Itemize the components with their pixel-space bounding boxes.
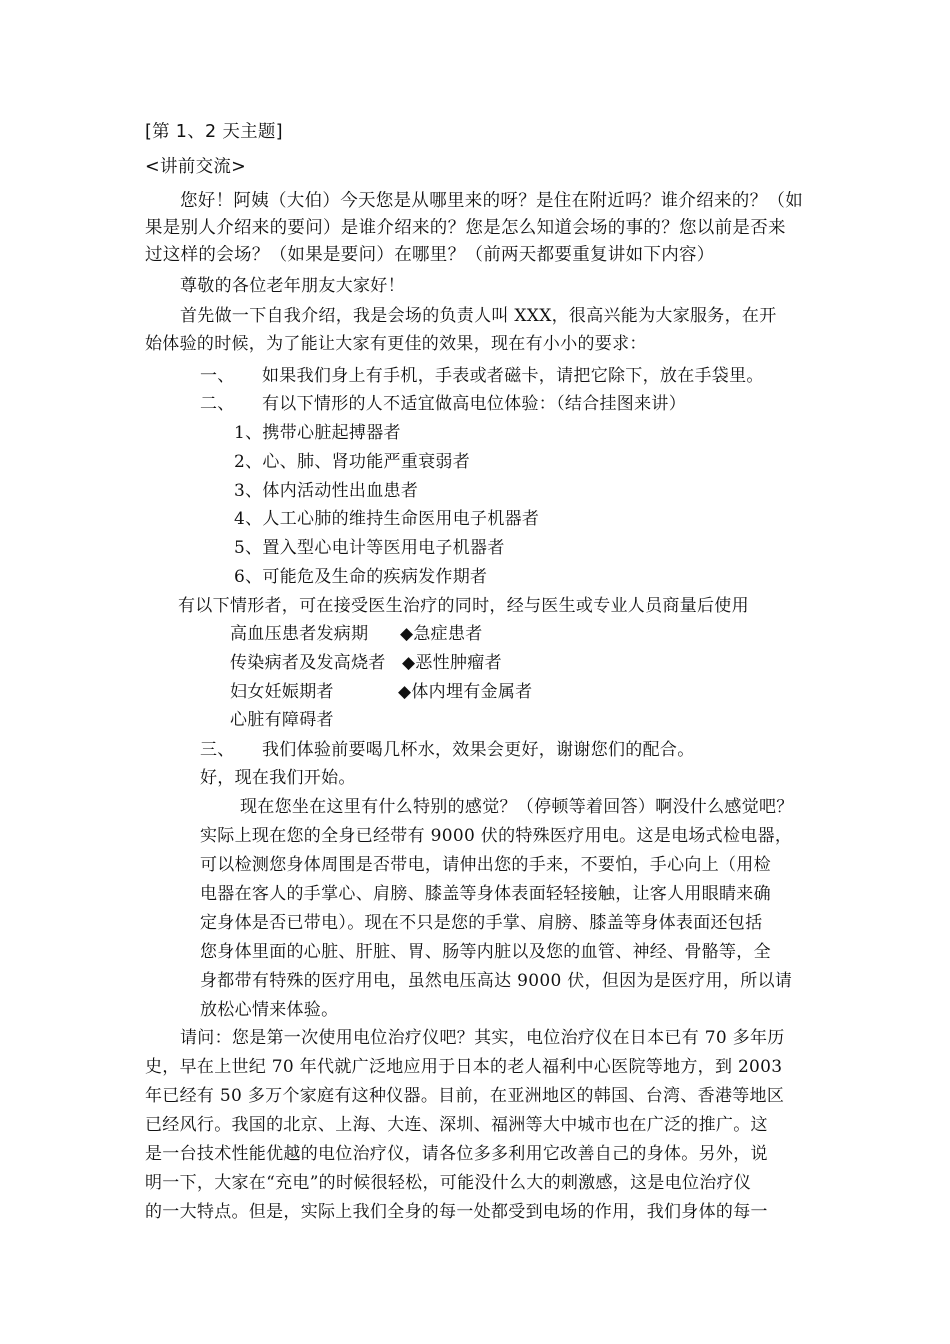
text-line: 史，早在上世纪 70 年代就广泛地应用于日本的老人福利中心医院等地方，到 2003 [145, 1057, 783, 1077]
text-line: 定身体是否已带电）。现在不只是您的手掌、肩膀、膝盖等身体表面还包括 [200, 913, 763, 933]
text-line: 实际上现在您的全身已经带有 9000 伏的特殊医疗用电。这是电场式检电器， [200, 826, 793, 846]
list-number: 三、 [200, 740, 235, 760]
list-item: 心脏有障碍者 [230, 710, 334, 730]
text-line: 可以检测您身体周围是否带电，请伸出您的手来，不要怕，手心向上（用检 [200, 855, 771, 875]
list-text: 如果我们身上有手机，手表或者磁卡，请把它除下，放在手袋里。 [262, 366, 764, 386]
section-heading: [第 1、2 天主题] [145, 122, 283, 142]
consult-line: 有以下情形者，可在接受医生治疗的同时，经与医生或专业人员商量后使用 [178, 596, 749, 616]
text-line: 始体验的时候，为了能让大家有更佳的效果，现在有小小的要求： [145, 334, 647, 354]
text-line: 电器在客人的手掌心、肩膀、膝盖等身体表面轻轻接触，让客人用眼睛来确 [200, 884, 771, 904]
text-line: 放松心情来体验。 [200, 1000, 339, 1020]
list-text: 有以下情形的人不适宜做高电位体验：（结合挂图来讲） [262, 394, 686, 414]
list-item: ◆恶性肿瘤者 [402, 653, 502, 673]
list-number: 二、 [200, 394, 235, 414]
greeting-line: 尊敬的各位老年朋友大家好！ [180, 276, 405, 296]
text-line: 是一台技术性能优越的电位治疗仪，请各位多多利用它改善自己的身体。另外，说 [145, 1144, 768, 1164]
text-line: 现在您坐在这里有什么特别的感觉？（停顿等着回答）啊没什么感觉吧？ [240, 797, 794, 817]
list-item: ◆体内埋有金属者 [398, 682, 533, 702]
list-item: 3、体内活动性出血患者 [234, 481, 419, 501]
text-line: 身都带有特殊的医疗用电，虽然电压高达 9000 伏，但因为是医疗用，所以请 [200, 971, 793, 991]
text-line: 明一下，大家在“充电”的时候很轻松，可能没什么大的刺激感，这是电位治疗仪 [145, 1173, 752, 1193]
list-item: 5、置入型心电计等医用电子机器者 [234, 538, 505, 558]
list-item: 4、人工心肺的维持生命医用电子机器者 [234, 509, 540, 529]
text-line: 您好！阿姨（大伯）今天您是从哪里来的呀？是住在附近吗？谁介绍来的？（如 [180, 191, 803, 211]
text-line: 已经风行。我国的北京、上海、大连、深圳、福洲等大中城市也在广泛的推广。这 [145, 1115, 768, 1135]
text-line: 请问：您是第一次使用电位治疗仪吧？其实，电位治疗仪在日本已有 70 多年历 [180, 1028, 785, 1048]
start-line: 好，现在我们开始。 [200, 768, 356, 788]
text-line: 果是别人介绍来的要问）是谁介绍来的？您是怎么知道会场的事的？您以前是否来 [145, 218, 786, 238]
list-item: 1、携带心脏起搏器者 [234, 423, 401, 443]
list-item: 妇女妊娠期者 [230, 682, 334, 702]
text-line: 过这样的会场？（如果是要问）在哪里？（前两天都要重复讲如下内容） [145, 245, 715, 265]
text-line: 年已经有 50 多万个家庭有这种仪器。目前，在亚洲地区的韩国、台湾、香港等地区 [145, 1086, 785, 1106]
list-item: 传染病者及发高烧者 [230, 653, 386, 673]
list-number: 一、 [200, 366, 235, 386]
list-item: 高血压患者发病期 [230, 624, 369, 644]
section-subheading: <讲前交流> [145, 157, 247, 177]
list-item: ◆急症患者 [400, 624, 483, 644]
text-line: 您身体里面的心脏、肝脏、胃、肠等内脏以及您的血管、神经、骨骼等，全 [200, 942, 771, 962]
list-text: 我们体验前要喝几杯水，效果会更好，谢谢您们的配合。 [262, 740, 695, 760]
list-item: 2、心、肺、肾功能严重衰弱者 [234, 452, 471, 472]
text-line: 首先做一下自我介绍，我是会场的负责人叫 XXX，很高兴能为大家服务，在开 [180, 306, 777, 326]
list-item: 6、可能危及生命的疾病发作期者 [234, 567, 488, 587]
text-line: 的一大特点。但是，实际上我们全身的每一处都受到电场的作用，我们身体的每一 [145, 1202, 768, 1222]
